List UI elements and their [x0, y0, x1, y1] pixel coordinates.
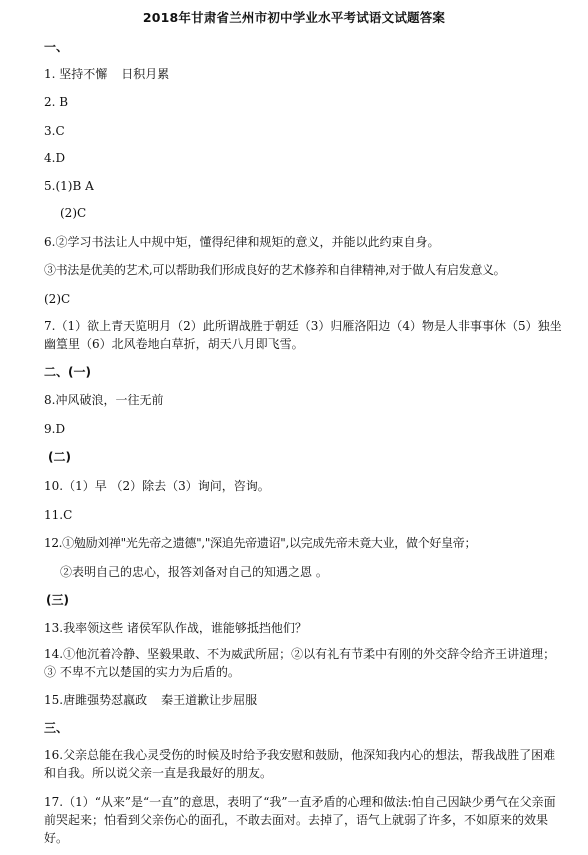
answer-12-line-2: ②表明自己的忠心，报答刘备对自己的知遇之恩 。 [60, 565, 328, 579]
answer-13: 13.我率领这些 诸侯军队作战，谁能够抵挡他们？ [44, 621, 307, 635]
document-title: 2018年甘肃省兰州市初中学业水平考试语文试题答案 [142, 10, 446, 25]
answer-5-part-2: (2)C [60, 206, 87, 220]
answer-1-part-b: 日积月累 [121, 67, 170, 81]
answer-12-line-1: 12.①勉励刘禅"光先帝之遗德","深追先帝遗诏",以完成先帝未竟大业，做个好皇帝； [44, 536, 477, 550]
subsection-two-heading: (二) [48, 450, 71, 464]
answer-6-line-3: (2)C [44, 292, 71, 306]
section-two-heading: 二、(一) [44, 365, 91, 379]
answer-3: 3.C [44, 124, 65, 138]
answer-16: 16.父亲总能在我心灵受伤的时候及时给予我安慰和鼓励，他深知我内心的想法，帮我战胜了困难和自我。所以说父亲一直是我最好的朋友。 [44, 748, 556, 780]
section-one-heading: 一、 [44, 40, 69, 54]
answer-2: 2. B [44, 95, 69, 109]
answer-11: 11.C [44, 508, 73, 522]
answer-10: 10.（1）早 （2）除去（3）询问，咨询。 [44, 479, 270, 493]
answer-8: 8.冲风破浪，一往无前 [44, 393, 164, 407]
answer-1-part-a: 1. 坚持不懈 [44, 67, 108, 81]
answer-15 [44, 693, 564, 708]
subsection-three-heading: (三) [46, 593, 69, 607]
answer-7: 7.（1）欲上青天览明月（2）此所谓战胜于朝廷（3）归雁洛阳边（4）物是人非事事休（5）独坐幽篁里（6）北风卷地白草折，胡天八月即飞雪。 [44, 319, 562, 351]
answer-15-part-b: 秦王道歉让步屈服 [161, 693, 258, 707]
section-three-heading: 三、 [44, 721, 69, 735]
answer-4: 4.D [44, 151, 66, 165]
answer-5-part-1: 5.(1)B A [44, 179, 94, 193]
answer-6-line-1: 6.②学习书法让人中规中矩，懂得纪律和规矩的意义，并能以此约束自身。 [44, 235, 440, 249]
answer-14: 14.①他沉着冷静、坚毅果敢、不为威武所屈；②以有礼有节柔中有刚的外交辞令给齐王讲道理；③ 不卑不亢以楚国的实力为后盾的。 [44, 647, 556, 679]
answer-9: 9.D [44, 422, 66, 436]
answer-6-line-2: ③书法是优美的艺术,可以帮助我们形成良好的艺术修养和自律精神,对于做人有启发意义。 [44, 263, 506, 277]
answer-17: 17.（1）“从来”是“一直”的意思，表明了“我”一直矛盾的心理和做法:怕自己因缺少勇气在父亲面前哭起来；怕看到父亲伤心的面孔，不敢去面对。去掉了，语气上就弱了许多，不如原来的效果好。 [44, 795, 556, 845]
answer-1 [44, 67, 564, 82]
answer-15-part-a: 15.唐雎强势怼嬴政 [44, 693, 148, 707]
